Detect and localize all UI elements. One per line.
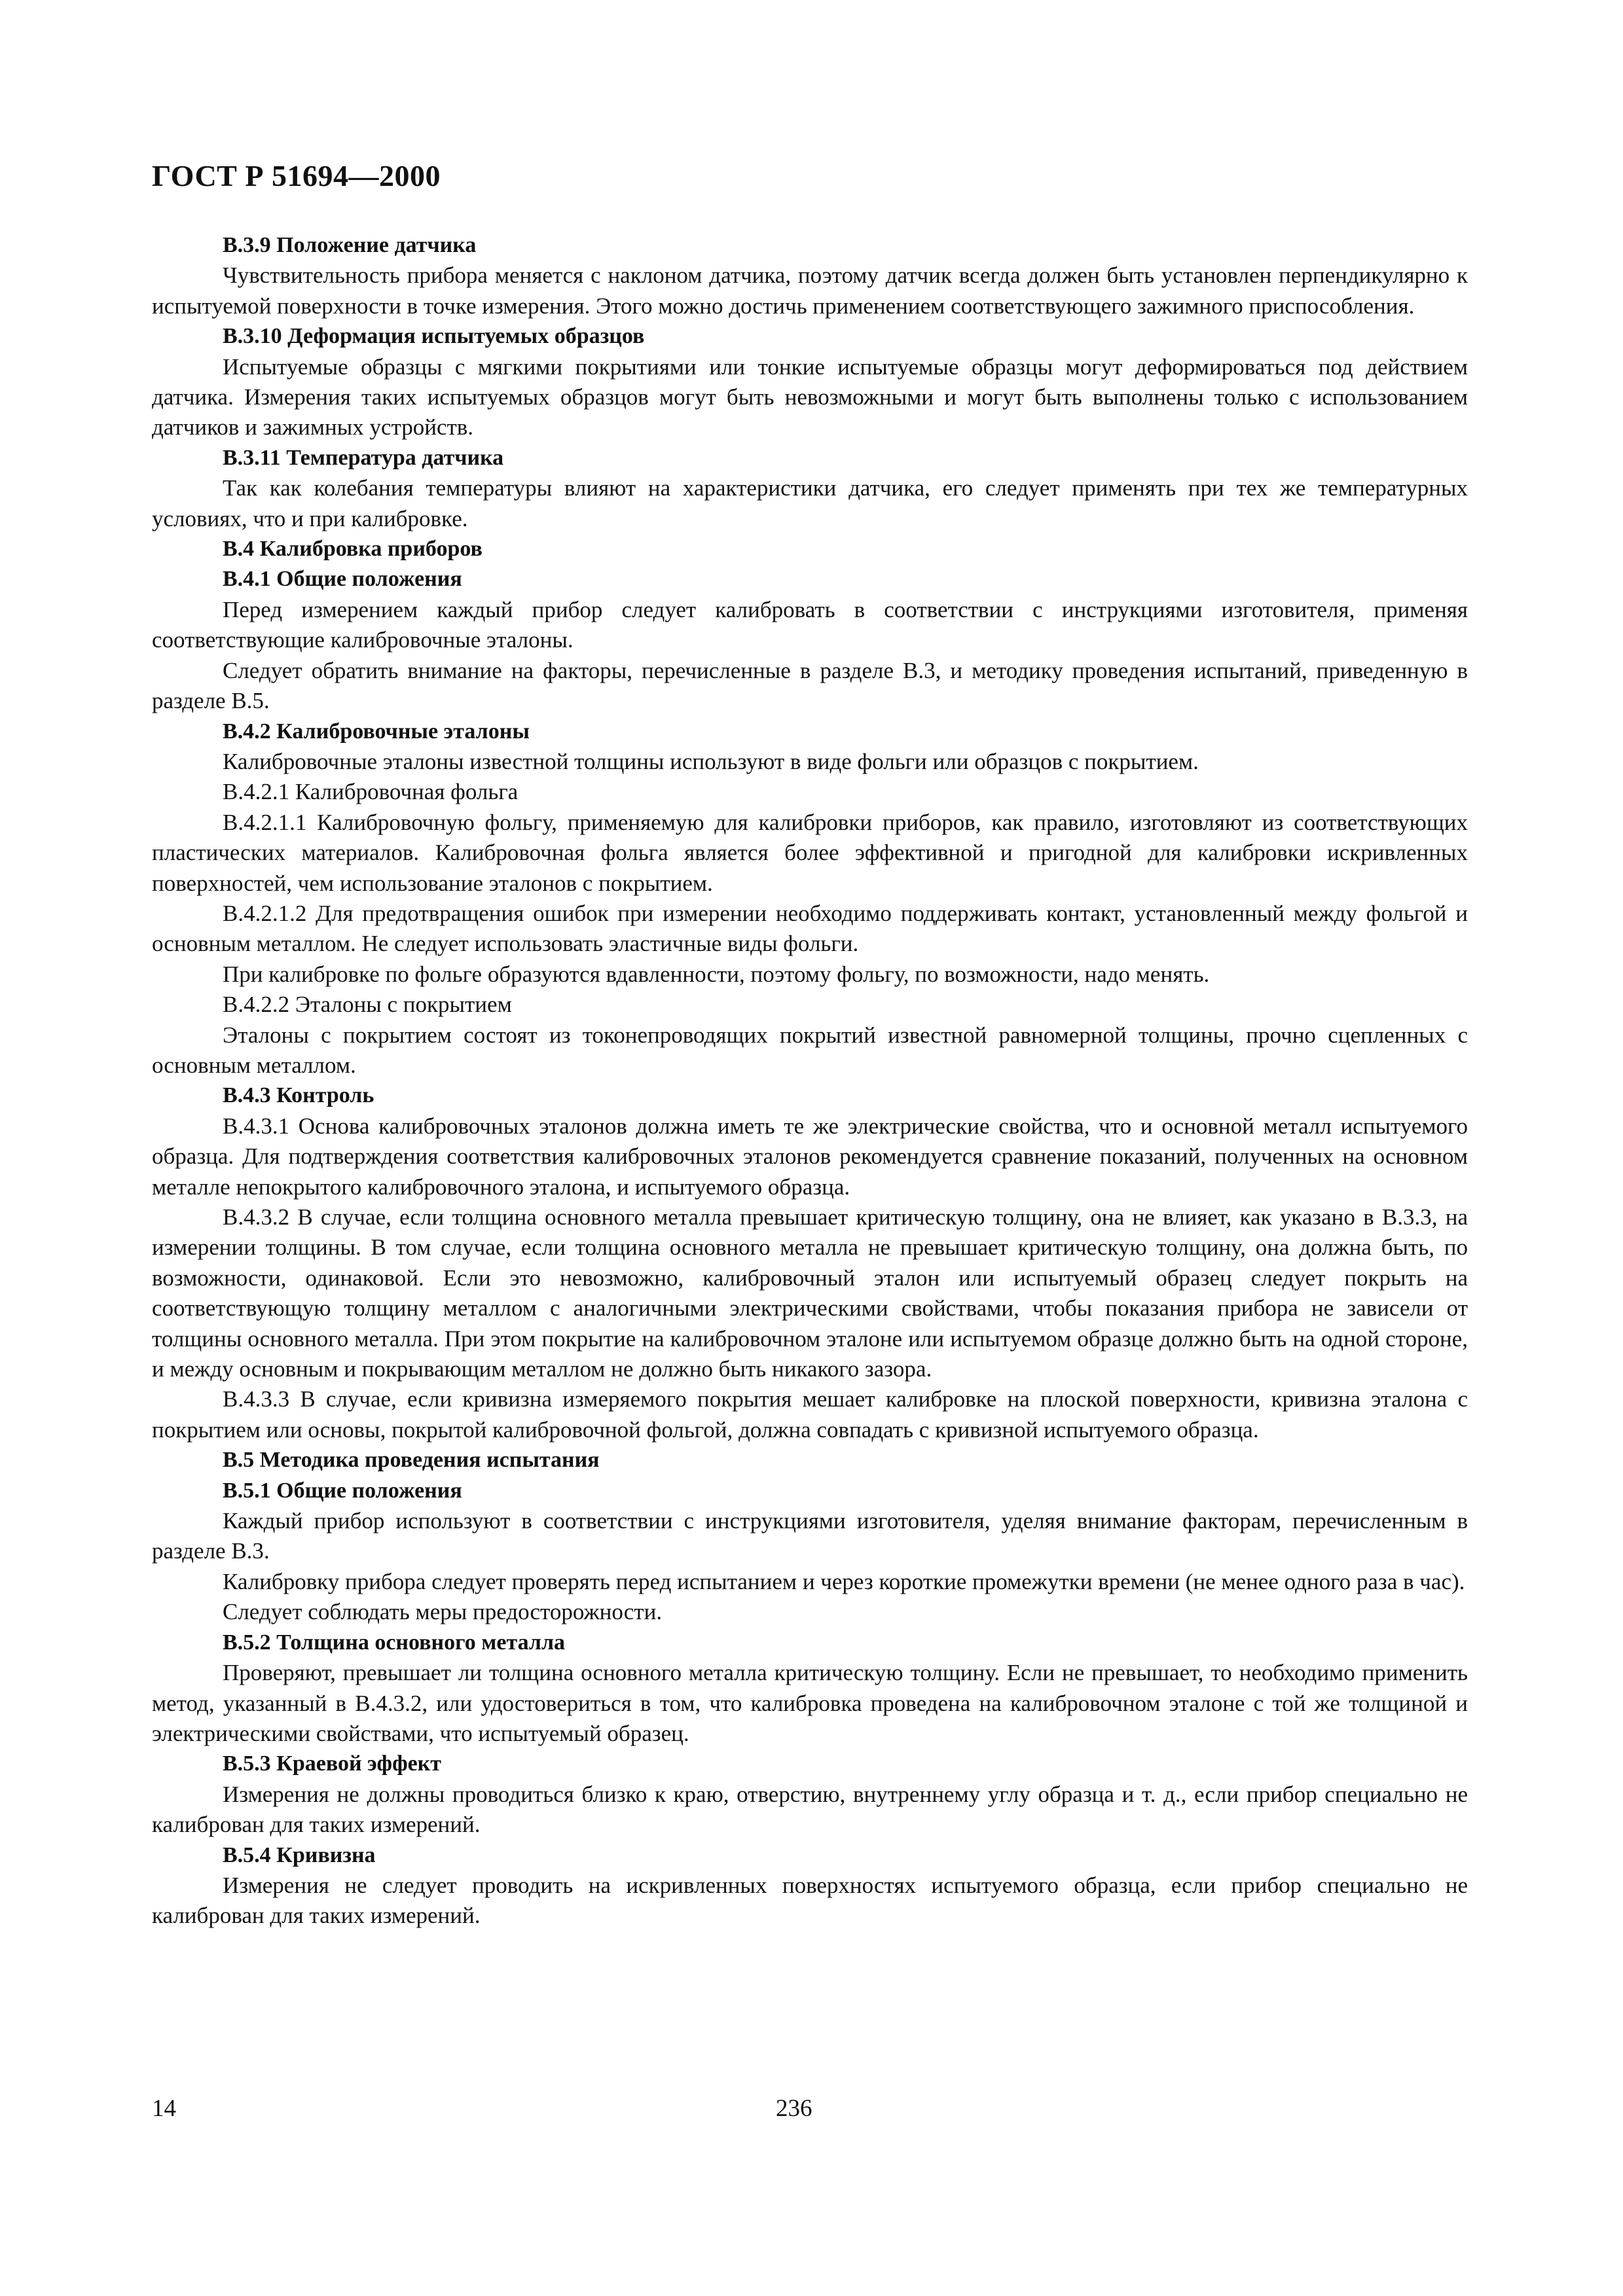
- subsection-title: В.4.2.1 Калибровочная фольга: [223, 779, 519, 805]
- paragraph: В.4.3.1 Основа калибровочных эталонов должна иметь те же электрические свойства, что и основной металл испытуемого образца. Для подтверждения соответствия калибровочных эталонов рекомендуется сравнение показаний, полученных на основном металле непокрытого калибровочного эталона, и испытуемого образца.: [152, 1113, 1468, 1200]
- section-heading-b42: В.4.2 Калибровочные эталоны: [223, 719, 530, 744]
- section-heading-b43: В.4.3 Контроль: [223, 1083, 374, 1108]
- section-heading-b310: В.3.10 Деформация испытуемых образцов: [223, 324, 645, 349]
- sheet-number: 236: [776, 2095, 812, 2122]
- paragraph: В.4.2.1.2 Для предотвращения ошибок при измерении необходимо поддерживать контакт, установленный между фольгой и основным металлом. Не следует использовать эластичные виды фольги.: [152, 900, 1468, 957]
- paragraph: Испытуемые образцы с мягкими покрытиями или тонкие испытуемые образцы могут деформироваться под действием датчика. Измерения таких испытуемых образцов могут быть невозможными и могут быть выполнены только с использованием датчиков и зажимных устройств.: [152, 353, 1468, 440]
- section-heading-b5: В.5 Методика проведения испытания: [223, 1448, 600, 1473]
- paragraph: Следует соблюдать меры предосторожности.: [223, 1599, 663, 1625]
- paragraph: В.4.3.2 В случае, если толщина основного металла превышает критическую толщину, она не влияет, как указано в В.3.3, на измерении толщины. В том случае, если толщина основного металла не превышает критическую толщину, она должна быть, по возможности, одинаковой. Если это невозможно, калибровочный эталон или испытуемый образец следует покрыть на соответствующую толщину металлом с аналогичными электрическими свойствами, чтобы показания прибора не зависели от толщины основного металла. При этом покрытие на калибровочном эталоне или испытуемом образце должно быть на одной стороне, и между основным и покрывающим металлом не должно быть никакого зазора.: [152, 1204, 1468, 1382]
- section-heading-b39: В.3.9 Положение датчика: [223, 233, 477, 257]
- paragraph: Перед измерением каждый прибор следует калибровать в соответствии с инструкциями изготовителя, применяя соответствующие калибровочные эталоны.: [152, 596, 1468, 653]
- paragraph: Измерения не должны проводиться близко к краю, отверстию, внутреннему углу образца и т. д., если прибор специально не калиброван для таких измерений.: [152, 1781, 1468, 1838]
- document-title: ГОСТ Р 51694—2000: [152, 159, 441, 192]
- section-heading-b311: В.3.11 Температура датчика: [223, 445, 504, 470]
- paragraph: Следует обратить внимание на факторы, перечисленные в разделе В.3, и методику проведения испытаний, приведенную в разделе В.5.: [152, 657, 1468, 714]
- subsection-title: В.4.2.2 Эталоны с покрытием: [223, 992, 512, 1018]
- section-heading-b54: В.5.4 Кривизна: [223, 1842, 376, 1867]
- section-heading-b41: В.4.1 Общие положения: [223, 567, 462, 592]
- paragraph: Измерения не следует проводить на искривленных поверхностях испытуемого образца, если прибор специально не калиброван для таких измерений.: [152, 1872, 1468, 1929]
- paragraph: В.4.3.3 В случае, если кривизна измеряемого покрытия мешает калибровке на плоской поверхности, кривизна эталона с покрытием или основы, покрытой калибровочной фольгой, должна совпадать с кривизной испытуемого образца.: [152, 1386, 1468, 1443]
- paragraph: При калибровке по фольге образуются вдавленности, поэтому фольгу, по возможности, надо менять.: [223, 961, 1210, 987]
- section-heading-b51: В.5.1 Общие положения: [223, 1478, 462, 1503]
- paragraph: Так как колебания температуры влияют на характеристики датчика, его следует применять при тех же температурных условиях, что и при калибровке.: [152, 475, 1468, 531]
- paragraph: Калибровку прибора следует проверять перед испытанием и через короткие промежутки времени (не менее одного раза в час).: [223, 1568, 1465, 1594]
- paragraph: Калибровочные эталоны известной толщины используют в виде фольги или образцов с покрытием.: [223, 748, 1199, 774]
- section-heading-b53: В.5.3 Краевой эффект: [223, 1751, 441, 1776]
- paragraph: Эталоны с покрытием состоят из токонепроводящих покрытий известной равномерной толщины, прочно сцепленных с основным металлом.: [152, 1022, 1468, 1078]
- paragraph: В.4.2.1.1 Калибровочную фольгу, применяемую для калибровки приборов, как правило, изготовляют из соответствующих пластических материалов. Калибровочная фольга является более эффективной и пригодной для калибровки искривленных поверхностей, чем использование эталонов с покрытием.: [152, 809, 1468, 896]
- paragraph: Проверяют, превышает ли толщина основного металла критическую толщину. Если не превышает, то необходимо применить метод, указанный в В.4.3.2, или удостовериться в том, что калибровка проведена на калибровочном эталоне с той же толщиной и электрическими свойствами, что испытуемый образец.: [152, 1660, 1468, 1746]
- document-body: [152, 230, 1468, 1931]
- paragraph: Каждый прибор используют в соответствии с инструкциями изготовителя, уделяя внимание факторам, перечисленным в разделе В.3.: [152, 1508, 1468, 1564]
- page-number: 14: [152, 2095, 176, 2122]
- section-heading-b4: В.4 Калибровка приборов: [223, 537, 483, 562]
- section-heading-b52: В.5.2 Толщина основного металла: [223, 1630, 566, 1655]
- paragraph: Чувствительность прибора меняется с наклоном датчика, поэтому датчик всегда должен быть установлен перпендикулярно к испытуемой поверхности в точке измерения. Этого можно достичь применением соответствующего зажимного приспособления.: [152, 262, 1468, 319]
